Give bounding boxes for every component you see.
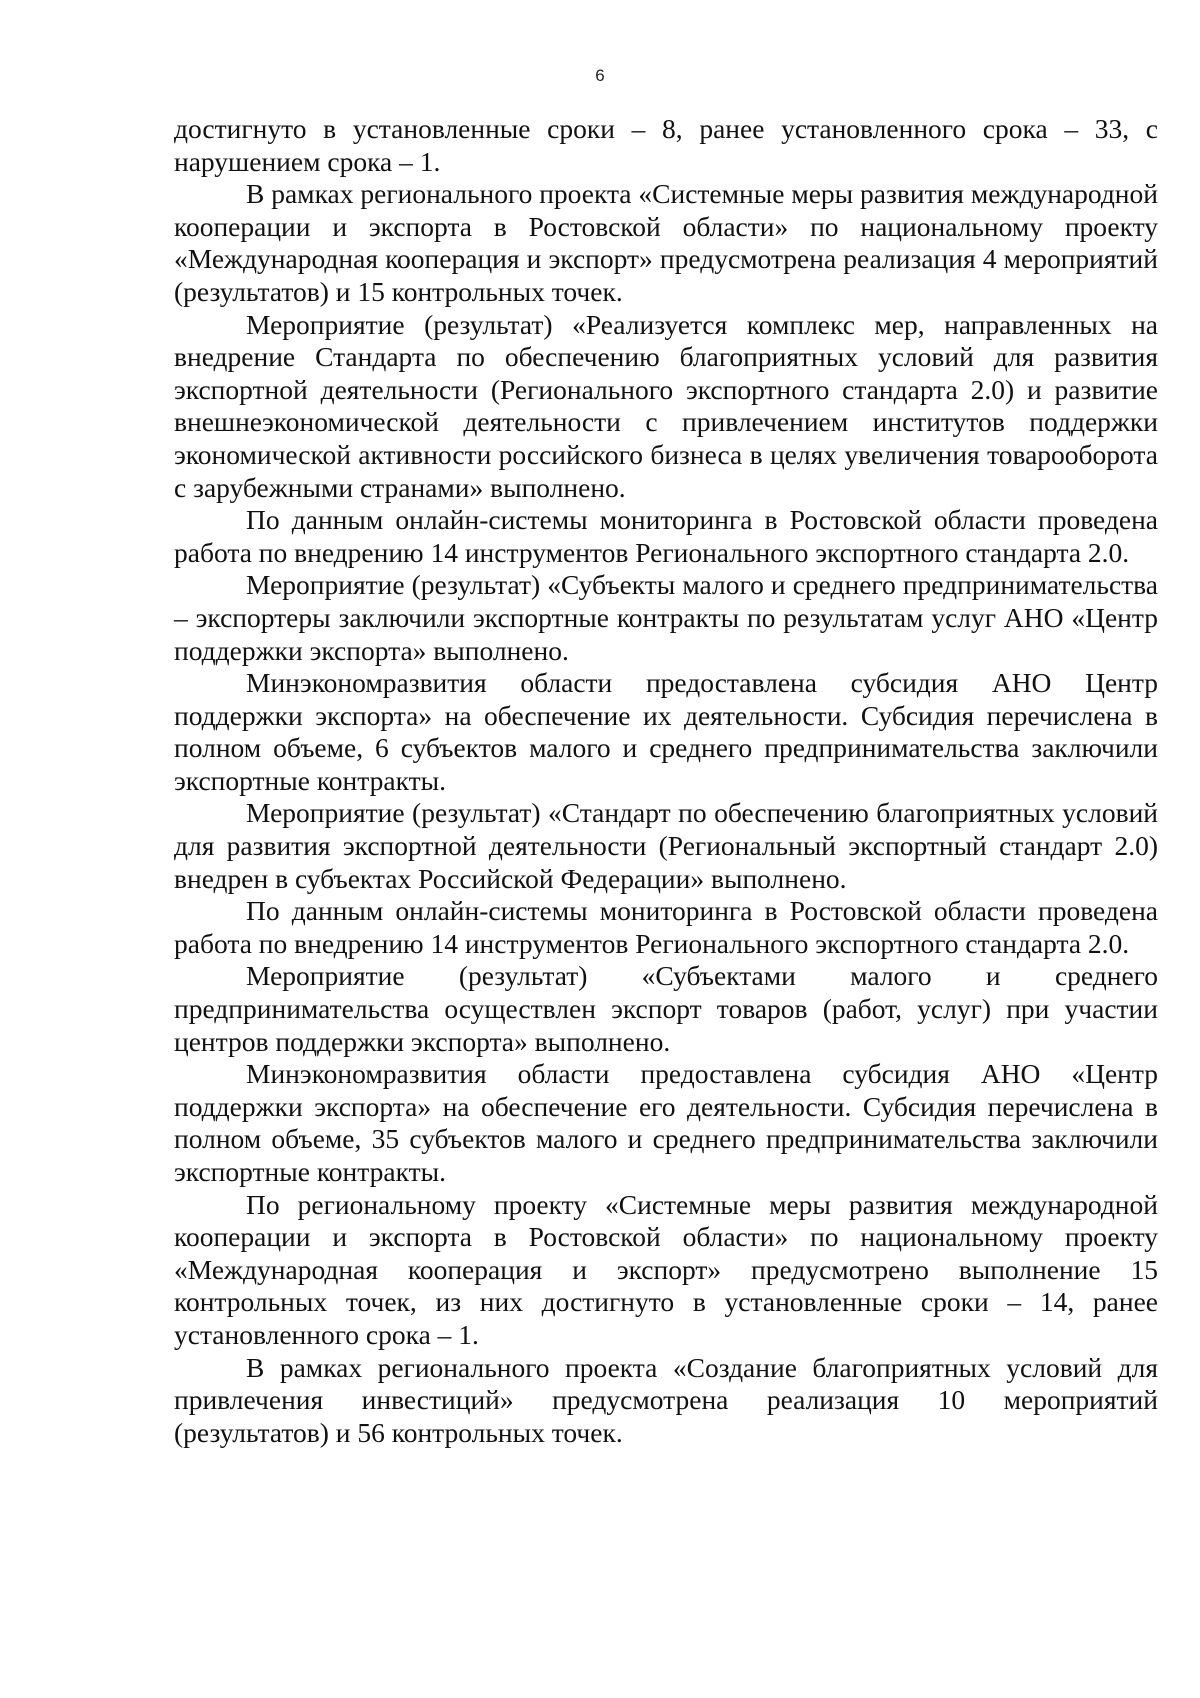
- paragraph-6: Минэкономразвития области предоставлена субсидия АНО Центр поддержки экспорта» на обеспечение их деятельности. Субсидия перечислена в полном объеме, 6 субъектов малого и среднего предпринимательства заключили экспортные контракты.: [174, 667, 1158, 796]
- page-number: 6: [595, 66, 605, 85]
- paragraph-10: Минэкономразвития области предоставлена субсидия АНО «Центр поддержки экспорта» на обеспечение его деятельности. Субсидия перечислена в полном объеме, 35 субъектов малого и среднего предпринимательства заключили экспортные контракты.: [174, 1058, 1158, 1187]
- paragraph-12: В рамках регионального проекта «Создание благоприятных условий для привлечения инвестиций» предусмотрена реализация 10 мероприятий (результатов) и 56 контрольных точек.: [174, 1351, 1158, 1448]
- paragraph-4: По данным онлайн-системы мониторинга в Ростовской области проведена работа по внедрению 14 инструментов Регионального экспортного стандарта 2.0.: [174, 504, 1158, 568]
- paragraph-11: По региональному проекту «Системные меры развития международной кооперации и экспорта в Ростовской области» по национальному проекту «Международная кооперация и экспорт» предусмотрено выполнение 15 контрольных точек, из них достигнуто в установленные сроки – 14, ранее установленного срока – 1.: [174, 1188, 1158, 1350]
- body-text: [174, 113, 1158, 1449]
- paragraph-2: В рамках регионального проекта «Системные меры развития международной кооперации и экспорта в Ростовской области» по национальному проекту «Международная кооперация и экспорт» предусмотрена реализация 4 мероприятий (результатов) и 15 контрольных точек.: [174, 178, 1158, 307]
- paragraph-9: Мероприятие (результат) «Субъектами малого и среднего предпринимательства осуществлен экспорт товаров (работ, услуг) при участии центров поддержки экспорта» выполнено.: [174, 960, 1158, 1057]
- paragraph-3: Мероприятие (результат) «Реализуется комплекс мер, направленных на внедрение Стандарта по обеспечению благоприятных условий для развития экспортной деятельности (Регионального экспортного стандарта 2.0) и развитие внешнеэкономической деятельности с привлечением институтов поддержки экономической активности российского бизнеса в целях увеличения товарооборота с зарубежными странами» выполнено.: [174, 308, 1158, 503]
- paragraph-8: По данным онлайн-системы мониторинга в Ростовской области проведена работа по внедрению 14 инструментов Регионального экспортного стандарта 2.0.: [174, 895, 1158, 959]
- paragraph-7: Мероприятие (результат) «Стандарт по обеспечению благоприятных условий для развития экспортной деятельности (Региональный экспортный стандарт 2.0) внедрен в субъектах Российской Федерации» выполнено.: [174, 797, 1158, 894]
- paragraph-5: Мероприятие (результат) «Субъекты малого и среднего предпринимательства – экспортеры заключили экспортные контракты по результатам услуг АНО «Центр поддержки экспорта» выполнено.: [174, 569, 1158, 666]
- paragraph-1: достигнуто в установленные сроки – 8, ранее установленного срока – 33, с нарушением срока – 1.: [174, 113, 1158, 177]
